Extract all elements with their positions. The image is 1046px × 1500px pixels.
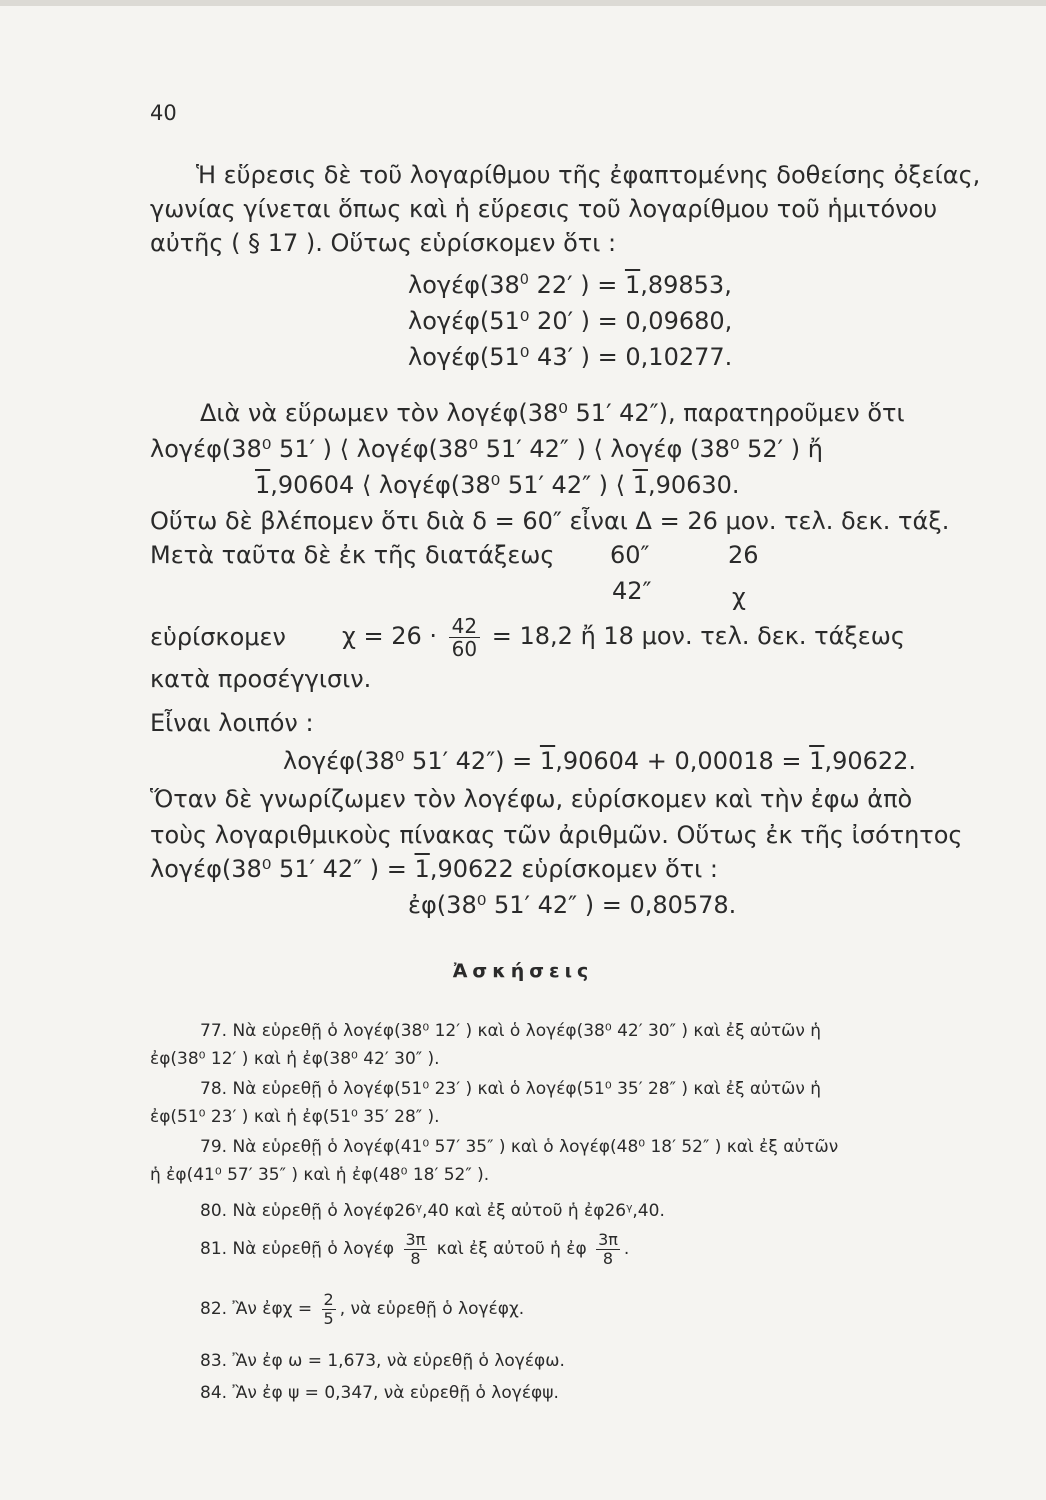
table-cell: 26	[728, 541, 759, 569]
paragraph-line: Εἶναι λοιπόν :	[150, 709, 314, 737]
equation-line	[408, 270, 732, 300]
exercise-text: .	[623, 1239, 630, 1259]
equation-line	[283, 746, 916, 776]
bar-characteristic: 1	[414, 855, 430, 883]
paragraph-line: Μετὰ ταῦτα δὲ ἐκ τῆς διατάξεως	[150, 541, 555, 569]
paragraph-line: Διὰ νὰ εὕρωμεν τὸν λογέφ(38⁰ 51′ 42″), παρατηροῦμεν ὅτι	[200, 399, 905, 427]
exercise-line: ἡ ἐφ(41⁰ 57′ 35″ ) καὶ ἡ ἐφ(48⁰ 18′ 52″ ).	[150, 1165, 490, 1185]
fraction-denominator: 60	[451, 636, 478, 661]
exercise-line	[200, 1224, 629, 1274]
paragraph-line: Ἡ εὕρεσις δὲ τοῦ λογαρίθμου τῆς ἐφαπτομένης δοθείσης ὀξείας,	[196, 161, 981, 189]
fraction-numerator: 3π	[598, 1229, 618, 1249]
exercise-line: 79. Νὰ εὑρεθῇ ὁ λογέφ(41⁰ 57′ 35″ ) καὶ ὁ λογέφ(48⁰ 18′ 52″ ) καὶ ἐξ αὐτῶν	[200, 1137, 839, 1157]
paragraph-line: γωνίας γίνεται ὅπως καὶ ἡ εὕρεσις τοῦ λογαρίθμου τοῦ ἡμιτόνου	[150, 195, 938, 223]
exercise-line: 80. Νὰ εὑρεθῇ ὁ λογέφ26ᵞ,40 καὶ ἐξ αὐτοῦ ἡ ἐφ26ᵞ,40.	[200, 1201, 665, 1221]
fraction	[322, 1291, 336, 1328]
equation-line	[342, 606, 905, 666]
scan-edge	[0, 0, 1046, 6]
eq-part: ,90604 + 0,00018 =	[555, 747, 810, 775]
fraction-denominator: 8	[602, 1248, 614, 1268]
exercise-text: , νὰ εὑρεθῇ ὁ λογέφχ.	[339, 1299, 525, 1319]
eq-part: 22′ ) =	[528, 271, 625, 299]
paragraph-line: λογέφ(38⁰ 51′ ) ⟨ λογέφ(38⁰ 51′ 42″ ) ⟨ λογέφ (38⁰ 52′ ) ἤ	[150, 435, 823, 463]
exercise-line: 84. Ἂν ἐφ ψ = 0,347, νὰ εὑρεθῇ ὁ λογέφψ.	[200, 1383, 559, 1403]
eq-part: ,90630.	[647, 471, 740, 499]
equation-line	[150, 854, 718, 884]
eq-part: ,90604 ⟨ λογέφ(38⁰ 51′ 42″ ) ⟨	[270, 471, 633, 499]
paragraph-line: τοὺς λογαριθμικοὺς πίνακας τῶν ἀριθμῶν. Οὕτως ἐκ τῆς ἰσότητος	[150, 821, 963, 849]
table-cell: 60″	[610, 541, 650, 569]
fraction	[596, 1231, 620, 1268]
exercise-line: 83. Ἂν ἐφ ω = 1,673, νὰ εὑρεθῇ ὁ λογέφω.	[200, 1351, 565, 1371]
equation-line: ἐφ(38⁰ 51′ 42″ ) = 0,80578.	[408, 891, 737, 919]
exercise-text: 81. Νὰ εὑρεθῇ ὁ λογέφ	[200, 1239, 395, 1259]
bar-characteristic: 1	[624, 271, 641, 299]
eq-part: ,90622.	[824, 747, 917, 775]
exercise-line: ἐφ(38⁰ 12′ ) καὶ ἡ ἐφ(38⁰ 42′ 30″ ).	[150, 1049, 440, 1069]
exercise-line: 77. Νὰ εὑρεθῇ ὁ λογέφ(38⁰ 12′ ) καὶ ὁ λογέφ(38⁰ 42′ 30″ ) καὶ ἐξ αὐτῶν ἡ	[200, 1021, 822, 1041]
exercise-line: 78. Νὰ εὑρεθῇ ὁ λογέφ(51⁰ 23′ ) καὶ ὁ λογέφ(51⁰ 35′ 28″ ) καὶ ἐξ αὐτῶν ἡ	[200, 1079, 822, 1099]
eq-part: χ = 26 ·	[342, 622, 438, 650]
eq-part: = 18,2 ἤ 18 μον. τελ. δεκ. τάξεως	[491, 622, 905, 650]
exercise-line	[200, 1284, 524, 1334]
bar-characteristic: 1	[809, 747, 825, 775]
fraction-denominator: 8	[410, 1248, 421, 1268]
paragraph-line: εὑρίσκομεν	[150, 623, 286, 651]
table-cell: χ	[732, 583, 746, 611]
exercise-line: ἐφ(51⁰ 23′ ) καὶ ἡ ἐφ(51⁰ 35′ 28″ ).	[150, 1107, 440, 1127]
exercise-text: 82. Ἂν ἐφχ =	[200, 1299, 313, 1319]
eq-part: λογέφ(38⁰ 51′ 42″) =	[283, 747, 540, 775]
table-cell: 42″	[612, 577, 652, 605]
fraction-numerator: 2	[323, 1289, 334, 1309]
bar-characteristic: 1	[632, 471, 648, 499]
eq-part: ,89853,	[640, 271, 732, 299]
paragraph-line: Οὕτω δὲ βλέπομεν ὅτι διὰ δ = 60″ εἶναι Δ = 26 μον. τελ. δεκ. τάξ.	[150, 507, 950, 535]
degree-sign: 0	[519, 272, 529, 288]
paragraph-line: Ὅταν δὲ γνωρίζωμεν τὸν λογέφω, εὑρίσκομεν καὶ τὴν ἐφω ἀπὸ	[150, 785, 913, 813]
bar-characteristic: 1	[255, 471, 271, 499]
fraction	[449, 615, 480, 660]
eq-part: λογέφ(38⁰ 51′ 42″ ) =	[150, 855, 415, 883]
eq-part: ,90622 εὑρίσκομεν ὅτι :	[429, 855, 718, 883]
fraction-numerator: 3π	[405, 1229, 426, 1249]
fraction	[404, 1231, 428, 1268]
paragraph-line: αὐτῆς ( § 17 ). Οὕτως εὑρίσκομεν ὅτι :	[150, 229, 617, 257]
eq-part: λογέφ(38	[408, 271, 520, 299]
page-number: 40	[150, 101, 177, 125]
equation-line: λογέφ(51⁰ 20′ ) = 0,09680,	[408, 307, 733, 335]
equation-line: λογέφ(51⁰ 43′ ) = 0,10277.	[408, 343, 733, 371]
equation-line	[255, 470, 740, 500]
fraction-numerator: 42	[449, 615, 480, 638]
bar-characteristic: 1	[539, 747, 556, 775]
fraction-denominator: 5	[323, 1308, 334, 1328]
exercise-text: καὶ ἐξ αὐτοῦ ἡ ἐφ	[436, 1239, 587, 1259]
paragraph-line: κατὰ προσέγγισιν.	[150, 665, 372, 693]
exercises-heading: Ἀσκήσεις	[452, 960, 594, 982]
